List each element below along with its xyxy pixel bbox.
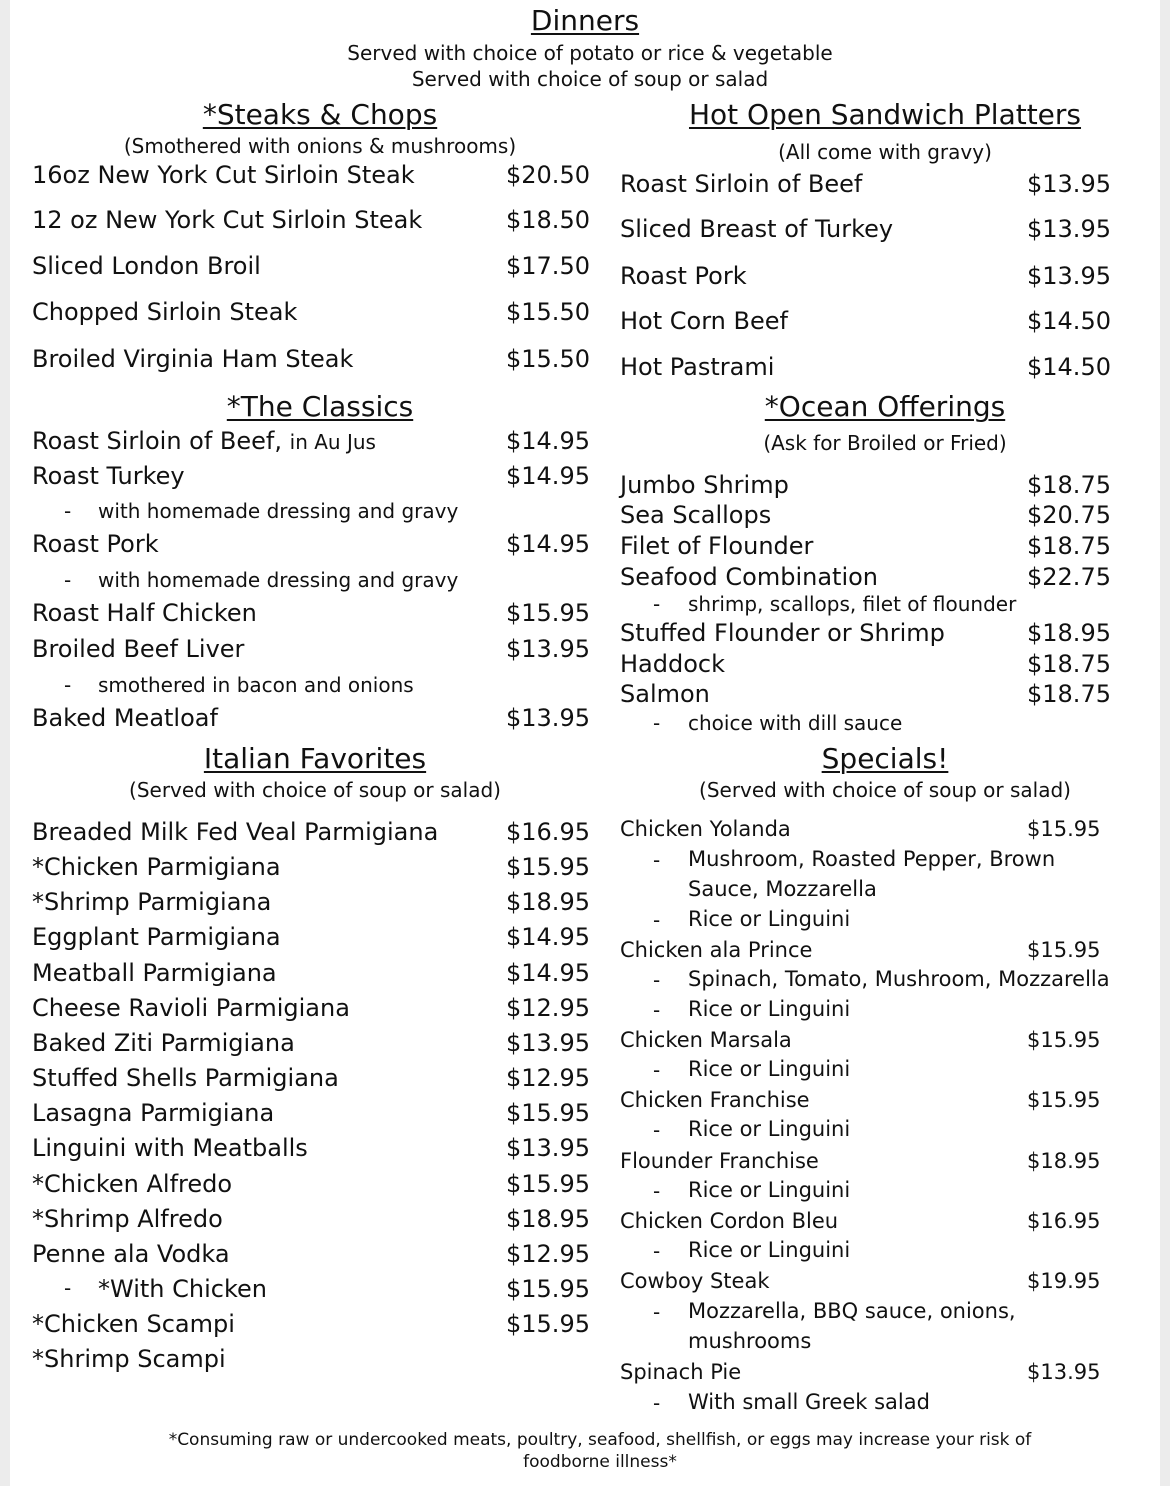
steaks-item-price: $15.50 — [506, 345, 590, 373]
dash-bullet: - — [653, 968, 661, 992]
classics-item-name — [32, 427, 376, 455]
italian-item-price: $15.95 — [506, 1099, 590, 1127]
special-item-name: Flounder Franchise — [620, 1149, 819, 1173]
italian-item-name: *Chicken Alfredo — [32, 1170, 233, 1198]
steaks-subtitle: (Smothered with onions & mushrooms) — [123, 134, 517, 158]
classics-item-name: Roast Half Chicken — [32, 599, 257, 627]
italian-item-price: $15.95 — [506, 853, 590, 881]
classics-item-note: with homemade dressing and gravy — [98, 568, 459, 592]
classics-item-suffix: in Au Jus — [289, 430, 376, 454]
steaks-item-price: $20.50 — [506, 161, 590, 189]
steaks-title: *Steaks & Chops — [202, 98, 438, 131]
hot-open-item-name: Roast Sirloin of Beef — [620, 170, 863, 198]
classics-item-price: $15.95 — [506, 599, 590, 627]
ocean-item-price: $18.75 — [1027, 680, 1111, 708]
italian-subtitle: (Served with choice of soup or salad) — [129, 778, 501, 802]
steaks-item-name: Chopped Sirloin Steak — [32, 298, 298, 326]
classics-item-note: smothered in bacon and onions — [98, 673, 414, 697]
dash-bullet: - — [64, 568, 72, 592]
classics-item-price: $14.95 — [506, 462, 590, 490]
dash-bullet: - — [653, 592, 661, 616]
special-item-price: $16.95 — [1027, 1209, 1101, 1233]
special-item-price: $15.95 — [1027, 817, 1101, 841]
classics-item-name: Roast Turkey — [32, 462, 185, 490]
special-item-note: With small Greek salad — [688, 1390, 930, 1414]
special-item-note: Rice or Linguini — [688, 1238, 851, 1262]
italian-item-name: *Chicken Scampi — [32, 1310, 235, 1338]
classics-item-price: $13.95 — [506, 704, 590, 732]
special-item-price: $13.95 — [1027, 1360, 1101, 1384]
special-item-price: $19.95 — [1027, 1269, 1101, 1293]
special-item-price: $15.95 — [1027, 1028, 1101, 1052]
left-page-edge — [0, 0, 10, 1486]
special-item-name: Cowboy Steak — [620, 1269, 770, 1293]
ocean-title: *Ocean Offerings — [764, 390, 1006, 423]
specials-title: Specials! — [821, 742, 949, 775]
ocean-item-name: Filet of Flounder — [620, 532, 814, 560]
classics-item-name: Roast Pork — [32, 530, 159, 558]
italian-item-price: $14.95 — [506, 959, 590, 987]
special-item-note: Sauce, Mozzarella — [688, 877, 877, 901]
special-item-note: Mozzarella, BBQ sauce, onions, — [688, 1299, 1016, 1323]
hot-open-subtitle: (All come with gravy) — [778, 140, 992, 164]
dash-bullet: - — [64, 499, 72, 523]
ocean-item-note: shrimp, scallops, filet of flounder — [688, 592, 1017, 616]
italian-item-price: $13.95 — [506, 1134, 590, 1162]
classics-item-note: with homemade dressing and gravy — [98, 499, 459, 523]
steaks-item-price: $17.50 — [506, 252, 590, 280]
dash-bullet: - — [64, 1276, 72, 1300]
italian-item-price: $14.95 — [506, 923, 590, 951]
italian-item-price: $12.95 — [506, 1064, 590, 1092]
special-item-name: Chicken Marsala — [620, 1028, 792, 1052]
italian-item-name: *Chicken Parmigiana — [32, 853, 281, 881]
italian-item-name: Baked Ziti Parmigiana — [32, 1029, 295, 1057]
italian-item-name: Stuffed Shells Parmigiana — [32, 1064, 339, 1092]
header-line-2: Served with choice of soup or salad — [411, 67, 769, 91]
italian-title: Italian Favorites — [203, 742, 427, 775]
ocean-item-name: Haddock — [620, 650, 725, 678]
special-item-price: $18.95 — [1027, 1149, 1101, 1173]
special-item-name: Chicken Yolanda — [620, 817, 791, 841]
ocean-subtitle: (Ask for Broiled or Fried) — [763, 431, 1007, 455]
dash-bullet: - — [653, 1058, 661, 1082]
classics-item-name: Broiled Beef Liver — [32, 635, 245, 663]
hot-open-item-price: $13.95 — [1027, 262, 1111, 290]
ocean-item-name: Salmon — [620, 680, 710, 708]
steaks-item-name: 12 oz New York Cut Sirloin Steak — [32, 206, 423, 234]
hot-open-item-name: Hot Corn Beef — [620, 307, 788, 335]
italian-item-price: $12.95 — [506, 994, 590, 1022]
hot-open-item-price: $14.50 — [1027, 353, 1111, 381]
italian-item-price: $16.95 — [506, 818, 590, 846]
dash-bullet: - — [653, 1391, 661, 1415]
italian-item-name: Penne ala Vodka — [32, 1240, 230, 1268]
dash-bullet: - — [64, 673, 72, 697]
italian-item-name: Lasagna Parmigiana — [32, 1099, 275, 1127]
classics-item-price: $13.95 — [506, 635, 590, 663]
hot-open-item-price: $13.95 — [1027, 170, 1111, 198]
ocean-item-note: choice with dill sauce — [688, 711, 903, 735]
hot-open-item-name: Sliced Breast of Turkey — [620, 215, 894, 243]
specials-subtitle: (Served with choice of soup or salad) — [699, 778, 1071, 802]
hot-open-item-price: $14.50 — [1027, 307, 1111, 335]
italian-item-name: *With Chicken — [98, 1275, 267, 1303]
steaks-item-price: $18.50 — [506, 206, 590, 234]
special-item-note: Rice or Linguini — [688, 1117, 851, 1141]
italian-item-price: $12.95 — [506, 1240, 590, 1268]
italian-item-price: $15.95 — [506, 1310, 590, 1338]
hot-open-item-name: Hot Pastrami — [620, 353, 775, 381]
special-item-note: Rice or Linguini — [688, 997, 851, 1021]
ocean-item-name: Sea Scallops — [620, 501, 772, 529]
ocean-item-price: $18.95 — [1027, 619, 1111, 647]
dash-bullet: - — [653, 1118, 661, 1142]
ocean-item-price: $18.75 — [1027, 532, 1111, 560]
italian-item-name: *Shrimp Alfredo — [32, 1205, 223, 1233]
header-line-1: Served with choice of potato or rice & vegetable — [347, 41, 833, 65]
italian-item-name: *Shrimp Parmigiana — [32, 888, 272, 916]
footer-disclaimer-line-1: *Consuming raw or undercooked meats, poultry, seafood, shellfish, or eggs may increase your risk of — [168, 1430, 1032, 1450]
special-item-price: $15.95 — [1027, 1088, 1101, 1112]
special-item-note: mushrooms — [688, 1329, 812, 1353]
steaks-item-name: Broiled Virginia Ham Steak — [32, 345, 354, 373]
dash-bullet: - — [653, 711, 661, 735]
special-item-note: Rice or Linguini — [688, 907, 851, 931]
ocean-item-price: $22.75 — [1027, 563, 1111, 591]
special-item-note: Rice or Linguini — [688, 1178, 851, 1202]
dash-bullet: - — [653, 1179, 661, 1203]
special-item-note: Rice or Linguini — [688, 1057, 851, 1081]
page-title: Dinners — [530, 4, 640, 37]
ocean-item-price: $20.75 — [1027, 501, 1111, 529]
steaks-item-price: $15.50 — [506, 298, 590, 326]
italian-item-name: *Shrimp Scampi — [32, 1345, 226, 1373]
dash-bullet: - — [653, 998, 661, 1022]
ocean-item-name: Seafood Combination — [620, 563, 878, 591]
special-item-name: Chicken Franchise — [620, 1088, 810, 1112]
dash-bullet: - — [653, 1300, 661, 1324]
italian-item-name: Eggplant Parmigiana — [32, 923, 281, 951]
italian-item-name: Breaded Milk Fed Veal Parmigiana — [32, 818, 439, 846]
italian-item-name: Meatball Parmigiana — [32, 959, 277, 987]
steaks-item-name: Sliced London Broil — [32, 252, 261, 280]
ocean-item-name: Jumbo Shrimp — [620, 471, 789, 499]
classics-title: *The Classics — [226, 390, 414, 423]
hot-open-item-price: $13.95 — [1027, 215, 1111, 243]
steaks-item-name: 16oz New York Cut Sirloin Steak — [32, 161, 415, 189]
classics-item-price: $14.95 — [506, 530, 590, 558]
italian-item-name: Linguini with Meatballs — [32, 1134, 308, 1162]
italian-item-price: $13.95 — [506, 1029, 590, 1057]
classics-item-price: $14.95 — [506, 427, 590, 455]
special-item-name: Chicken Cordon Bleu — [620, 1209, 839, 1233]
classics-item-name: Baked Meatloaf — [32, 704, 218, 732]
special-item-price: $15.95 — [1027, 938, 1101, 962]
hot-open-title: Hot Open Sandwich Platters — [688, 98, 1082, 131]
special-item-note: Spinach, Tomato, Mushroom, Mozzarella — [688, 967, 1110, 991]
ocean-item-name: Stuffed Flounder or Shrimp — [620, 619, 945, 647]
hot-open-item-name: Roast Pork — [620, 262, 747, 290]
italian-item-name: Cheese Ravioli Parmigiana — [32, 994, 350, 1022]
special-item-name: Chicken ala Prince — [620, 938, 813, 962]
special-item-name: Spinach Pie — [620, 1360, 742, 1384]
ocean-item-price: $18.75 — [1027, 650, 1111, 678]
dash-bullet: - — [653, 908, 661, 932]
dash-bullet: - — [653, 1239, 661, 1263]
special-item-note: Mushroom, Roasted Pepper, Brown — [688, 847, 1056, 871]
italian-item-price: $15.95 — [506, 1275, 590, 1303]
italian-item-price: $15.95 — [506, 1170, 590, 1198]
classics-item-label: Roast Sirloin of Beef, — [32, 427, 282, 455]
dash-bullet: - — [653, 848, 661, 872]
footer-disclaimer-line-2: foodborne illness* — [523, 1452, 677, 1472]
italian-item-price: $18.95 — [506, 888, 590, 916]
italian-item-price: $18.95 — [506, 1205, 590, 1233]
ocean-item-price: $18.75 — [1027, 471, 1111, 499]
